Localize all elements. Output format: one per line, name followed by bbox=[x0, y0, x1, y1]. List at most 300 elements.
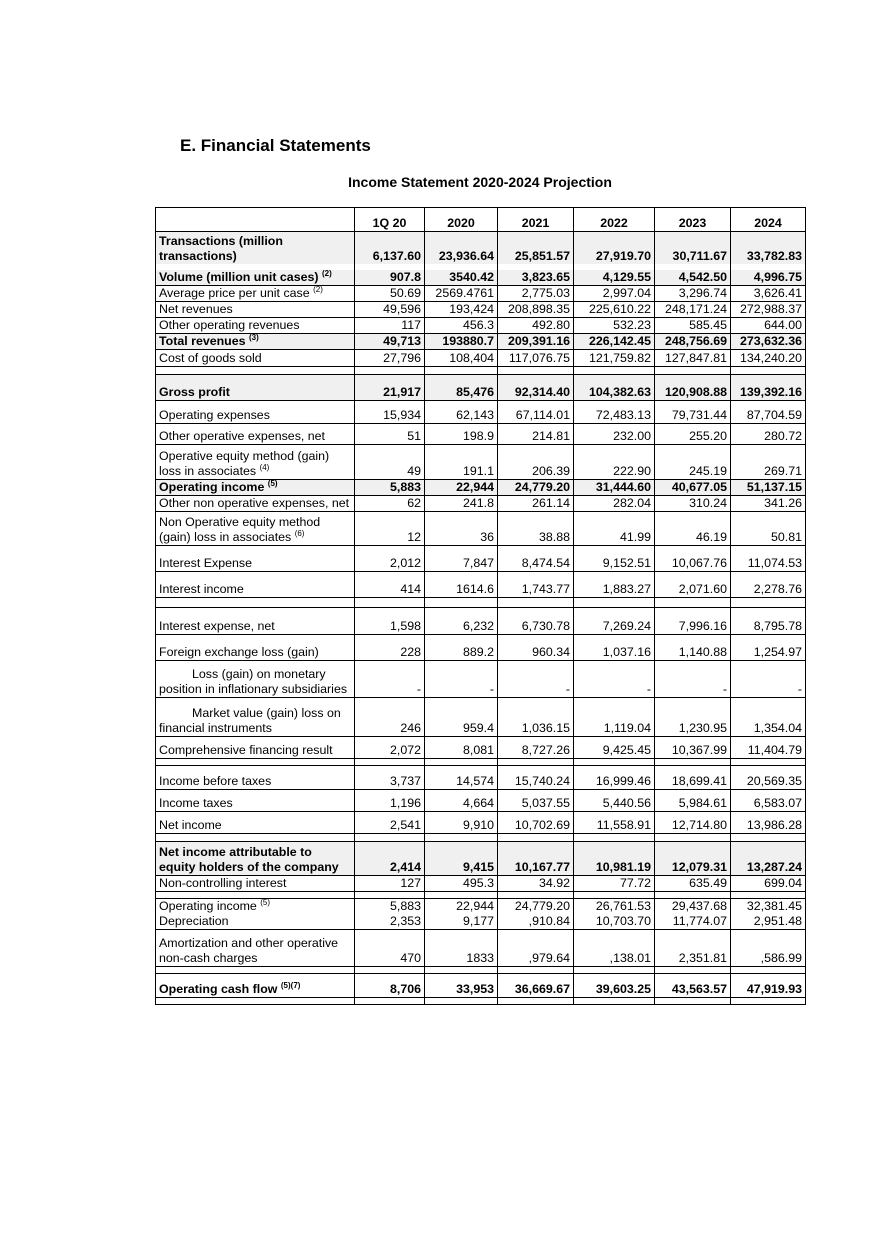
spacer-cell bbox=[156, 891, 355, 898]
value-cell: 46.19 bbox=[655, 511, 731, 545]
value-cell: 15,934 bbox=[355, 400, 425, 423]
value-cell: 85,476 bbox=[425, 374, 498, 400]
value-cell: 7,996.16 bbox=[655, 607, 731, 634]
value-cell: 255.20 bbox=[655, 423, 731, 444]
spacer-cell bbox=[731, 998, 806, 1005]
value-cell: 25,851.57 bbox=[498, 232, 574, 264]
row-other-non-op bbox=[156, 495, 806, 511]
value-cell: 4,996.75 bbox=[731, 270, 806, 286]
value-cell: 33,782.83 bbox=[731, 232, 806, 264]
value-cell: - bbox=[498, 660, 574, 697]
row-label bbox=[156, 875, 355, 891]
value-cell: 310.24 bbox=[655, 495, 731, 511]
row-label bbox=[156, 400, 355, 423]
value-cell: 193,424 bbox=[425, 301, 498, 317]
row-label-text: Transactions (million transactions) bbox=[159, 233, 283, 263]
value-cell: 5,883 bbox=[355, 479, 425, 495]
value-cell: 11,074.53 bbox=[731, 545, 806, 571]
footnote-ref: (5)(7) bbox=[280, 980, 301, 990]
row-label bbox=[156, 301, 355, 317]
value-cell: 1,883.27 bbox=[574, 571, 655, 597]
row-income-taxes bbox=[156, 789, 806, 811]
row-label-line: Market value (gain) loss on bbox=[192, 705, 341, 720]
value-cell: 585.45 bbox=[655, 317, 731, 333]
row-label-text: Interest income bbox=[159, 581, 244, 596]
value-cell: 222.90 bbox=[574, 444, 655, 479]
footnote-ref: (5) bbox=[260, 898, 271, 907]
value-cell: 341.26 bbox=[731, 495, 806, 511]
value-cell: 11,558.91 bbox=[574, 811, 655, 833]
value-cell: 5,883 bbox=[355, 898, 425, 914]
row-label-text: Other operative expenses, net bbox=[159, 428, 325, 443]
value-cell: 33,953 bbox=[425, 974, 498, 998]
spacer-cell bbox=[574, 833, 655, 841]
value-cell: 225,610.22 bbox=[574, 301, 655, 317]
value-cell: 2,353 bbox=[355, 914, 425, 930]
footnote-ref: (5) bbox=[267, 479, 278, 488]
value-cell: 23,936.64 bbox=[425, 232, 498, 264]
value-cell: 9,177 bbox=[425, 914, 498, 930]
spacer-cell bbox=[655, 833, 731, 841]
value-cell: 49 bbox=[355, 444, 425, 479]
row-label bbox=[156, 898, 355, 914]
income-statement-table bbox=[155, 207, 806, 1005]
value-cell: 8,081 bbox=[425, 736, 498, 758]
value-cell: 8,727.26 bbox=[498, 736, 574, 758]
value-cell: 43,563.57 bbox=[655, 974, 731, 998]
value-cell: 248,756.69 bbox=[655, 333, 731, 349]
value-cell: 2,072 bbox=[355, 736, 425, 758]
spacer-row bbox=[156, 758, 806, 765]
value-cell: 232.00 bbox=[574, 423, 655, 444]
row-label bbox=[156, 270, 355, 286]
row-label bbox=[156, 660, 355, 697]
spacer-row bbox=[156, 967, 806, 974]
spacer-cell bbox=[498, 833, 574, 841]
value-cell: 117,076.75 bbox=[498, 349, 574, 366]
spacer-row bbox=[156, 998, 806, 1005]
value-cell: 92,314.40 bbox=[498, 374, 574, 400]
value-cell: 12,079.31 bbox=[655, 841, 731, 875]
spacer-cell bbox=[156, 967, 355, 974]
footnote-ref: (3) bbox=[249, 333, 259, 342]
row-label-text: Other non operative expenses, net bbox=[159, 495, 350, 510]
row-other-operative bbox=[156, 423, 806, 444]
row-depreciation bbox=[156, 914, 806, 930]
value-cell: 40,677.05 bbox=[655, 479, 731, 495]
value-cell: 3540.42 bbox=[425, 270, 498, 286]
spacer-cell bbox=[731, 833, 806, 841]
value-cell: 50.69 bbox=[355, 285, 425, 301]
column-header: 2024 bbox=[731, 208, 806, 232]
row-other-op-rev bbox=[156, 317, 806, 333]
row-label bbox=[156, 479, 355, 495]
row-label-text: Operative equity method (gain) loss in associates bbox=[159, 448, 330, 478]
row-non-controlling bbox=[156, 875, 806, 891]
value-cell: 635.49 bbox=[655, 875, 731, 891]
spacer-cell bbox=[731, 891, 806, 898]
value-cell: 24,779.20 bbox=[498, 898, 574, 914]
value-cell: 38.88 bbox=[498, 511, 574, 545]
value-cell: 49,713 bbox=[355, 333, 425, 349]
row-label-text: Income before taxes bbox=[159, 773, 272, 788]
spacer-cell bbox=[574, 891, 655, 898]
value-cell: - bbox=[655, 660, 731, 697]
spacer-cell bbox=[655, 967, 731, 974]
value-cell: 31,444.60 bbox=[574, 479, 655, 495]
value-cell: 3,296.74 bbox=[655, 285, 731, 301]
row-net-income-attr bbox=[156, 841, 806, 875]
value-cell: 241.8 bbox=[425, 495, 498, 511]
value-cell: 6,232 bbox=[425, 607, 498, 634]
footnote-ref: (2) bbox=[313, 285, 323, 294]
value-cell: 3,626.41 bbox=[731, 285, 806, 301]
value-cell: 7,847 bbox=[425, 545, 498, 571]
value-cell: 9,425.45 bbox=[574, 736, 655, 758]
value-cell: 14,574 bbox=[425, 765, 498, 789]
value-cell: 10,703.70 bbox=[574, 914, 655, 930]
value-cell: 4,129.55 bbox=[574, 270, 655, 286]
value-cell: 8,795.78 bbox=[731, 607, 806, 634]
value-cell: 9,910 bbox=[425, 811, 498, 833]
header-blank bbox=[156, 208, 355, 232]
spacer-cell bbox=[425, 891, 498, 898]
value-cell: 18,699.41 bbox=[655, 765, 731, 789]
row-label-text: Operating cash flow bbox=[159, 982, 278, 996]
row-label-line: Loss (gain) on monetary bbox=[192, 666, 326, 681]
spacer-cell bbox=[498, 366, 574, 374]
value-cell: 1,037.16 bbox=[574, 634, 655, 660]
spacer-cell bbox=[425, 998, 498, 1005]
row-interest-net bbox=[156, 607, 806, 634]
row-label-text: Net income bbox=[159, 817, 222, 832]
spacer-cell bbox=[355, 833, 425, 841]
value-cell: 29,437.68 bbox=[655, 898, 731, 914]
row-op-cash-flow bbox=[156, 974, 806, 998]
value-cell: 2,414 bbox=[355, 841, 425, 875]
value-cell: - bbox=[574, 660, 655, 697]
row-label-text: Foreign exchange loss (gain) bbox=[159, 644, 319, 659]
value-cell: 245.19 bbox=[655, 444, 731, 479]
value-cell: 456.3 bbox=[425, 317, 498, 333]
value-cell: 10,367.99 bbox=[655, 736, 731, 758]
column-header: 2021 bbox=[498, 208, 574, 232]
value-cell: 1,196 bbox=[355, 789, 425, 811]
value-cell: 1,230.95 bbox=[655, 697, 731, 736]
row-label bbox=[156, 841, 355, 875]
footnote-ref: (2) bbox=[321, 269, 332, 278]
row-label-text: Operating income bbox=[159, 479, 265, 494]
spacer-cell bbox=[498, 998, 574, 1005]
row-label-text: Interest expense, net bbox=[159, 618, 275, 633]
value-cell: 208,898.35 bbox=[498, 301, 574, 317]
value-cell: 108,404 bbox=[425, 349, 498, 366]
row-label bbox=[156, 349, 355, 366]
value-cell: 9,152.51 bbox=[574, 545, 655, 571]
value-cell: 72,483.13 bbox=[574, 400, 655, 423]
value-cell: 47,919.93 bbox=[731, 974, 806, 998]
value-cell: 20,569.35 bbox=[731, 765, 806, 789]
row-label-text: Amortization and other operative non-cash charges bbox=[159, 936, 339, 965]
value-cell: 50.81 bbox=[731, 511, 806, 545]
value-cell: 16,999.46 bbox=[574, 765, 655, 789]
value-cell: 1,140.88 bbox=[655, 634, 731, 660]
spacer-cell bbox=[498, 967, 574, 974]
row-income-before-taxes bbox=[156, 765, 806, 789]
row-label-text: Non-controlling interest bbox=[159, 875, 287, 890]
value-cell: 62 bbox=[355, 495, 425, 511]
value-cell: 889.2 bbox=[425, 634, 498, 660]
spacer-row bbox=[156, 366, 806, 374]
spacer-cell bbox=[731, 758, 806, 765]
value-cell: 62,143 bbox=[425, 400, 498, 423]
row-op-equity bbox=[156, 444, 806, 479]
value-cell: 30,711.67 bbox=[655, 232, 731, 264]
value-cell: 21,917 bbox=[355, 374, 425, 400]
row-label bbox=[156, 789, 355, 811]
spacer-cell bbox=[156, 597, 355, 607]
value-cell: 246 bbox=[355, 697, 425, 736]
row-label-text: Total revenues bbox=[159, 333, 246, 348]
spacer-cell bbox=[355, 366, 425, 374]
row-fx-loss bbox=[156, 634, 806, 660]
row-monetary bbox=[156, 660, 806, 697]
spacer-cell bbox=[655, 597, 731, 607]
value-cell: 134,240.20 bbox=[731, 349, 806, 366]
spacer-cell bbox=[655, 758, 731, 765]
row-label bbox=[156, 285, 355, 301]
row-label bbox=[156, 765, 355, 789]
row-label-text: Other operating revenues bbox=[159, 317, 300, 332]
spacer-cell bbox=[355, 597, 425, 607]
value-cell: 12 bbox=[355, 511, 425, 545]
value-cell: 2,951.48 bbox=[731, 914, 806, 930]
value-cell: 11,774.07 bbox=[655, 914, 731, 930]
value-cell: 1,598 bbox=[355, 607, 425, 634]
value-cell: 12,714.80 bbox=[655, 811, 731, 833]
value-cell: 5,440.56 bbox=[574, 789, 655, 811]
value-cell: 36,669.67 bbox=[498, 974, 574, 998]
spacer-cell bbox=[655, 366, 731, 374]
value-cell: ,910.84 bbox=[498, 914, 574, 930]
value-cell: 10,981.19 bbox=[574, 841, 655, 875]
spacer-row bbox=[156, 597, 806, 607]
value-cell: ,138.01 bbox=[574, 930, 655, 967]
footnote-ref: (6) bbox=[294, 528, 305, 538]
header-row bbox=[156, 208, 806, 232]
value-cell: 3,823.65 bbox=[498, 270, 574, 286]
value-cell: ,586.99 bbox=[731, 930, 806, 967]
value-cell: 41.99 bbox=[574, 511, 655, 545]
value-cell: 2569.4761 bbox=[425, 285, 498, 301]
column-header: 2020 bbox=[425, 208, 498, 232]
value-cell: ,979.64 bbox=[498, 930, 574, 967]
value-cell: 206.39 bbox=[498, 444, 574, 479]
value-cell: 2,071.60 bbox=[655, 571, 731, 597]
row-cogs bbox=[156, 349, 806, 366]
value-cell: 34.92 bbox=[498, 875, 574, 891]
row-label bbox=[156, 511, 355, 545]
spacer-cell bbox=[731, 967, 806, 974]
row-label-text: Interest Expense bbox=[159, 555, 252, 570]
value-cell: 248,171.24 bbox=[655, 301, 731, 317]
column-header: 2023 bbox=[655, 208, 731, 232]
value-cell: 261.14 bbox=[498, 495, 574, 511]
value-cell: 139,392.16 bbox=[731, 374, 806, 400]
row-net-revenues bbox=[156, 301, 806, 317]
column-header: 2022 bbox=[574, 208, 655, 232]
row-op-expenses bbox=[156, 400, 806, 423]
row-label-text: Depreciation bbox=[159, 914, 229, 928]
value-cell: 2,351.81 bbox=[655, 930, 731, 967]
value-cell: 2,541 bbox=[355, 811, 425, 833]
spacer-cell bbox=[731, 366, 806, 374]
row-label bbox=[156, 333, 355, 349]
row-label bbox=[156, 811, 355, 833]
column-header: 1Q 20 bbox=[355, 208, 425, 232]
value-cell: 198.9 bbox=[425, 423, 498, 444]
value-cell: 532.23 bbox=[574, 317, 655, 333]
value-cell: 120,908.88 bbox=[655, 374, 731, 400]
row-label bbox=[156, 423, 355, 444]
value-cell: 36 bbox=[425, 511, 498, 545]
row-label bbox=[156, 444, 355, 479]
row-total-revenues bbox=[156, 333, 806, 349]
spacer-cell bbox=[655, 998, 731, 1005]
value-cell: 79,731.44 bbox=[655, 400, 731, 423]
value-cell: 7,269.24 bbox=[574, 607, 655, 634]
row-gross-profit bbox=[156, 374, 806, 400]
spacer-cell bbox=[425, 758, 498, 765]
value-cell: 9,415 bbox=[425, 841, 498, 875]
value-cell: 4,542.50 bbox=[655, 270, 731, 286]
value-cell: 959.4 bbox=[425, 697, 498, 736]
value-cell: 27,796 bbox=[355, 349, 425, 366]
value-cell: 10,067.76 bbox=[655, 545, 731, 571]
value-cell: 2,012 bbox=[355, 545, 425, 571]
row-label-text: Net income attributable to equity holders of the company bbox=[159, 844, 339, 874]
value-cell: 1,354.04 bbox=[731, 697, 806, 736]
spacer-cell bbox=[574, 597, 655, 607]
value-cell: 1,119.04 bbox=[574, 697, 655, 736]
row-label-text: Net revenues bbox=[159, 301, 233, 316]
spacer-cell bbox=[355, 967, 425, 974]
spacer-row bbox=[156, 891, 806, 898]
row-label-line: position in inflationary subsidiaries bbox=[159, 681, 348, 696]
value-cell: 104,382.63 bbox=[574, 374, 655, 400]
row-op-income-2 bbox=[156, 898, 806, 914]
value-cell: 1,743.77 bbox=[498, 571, 574, 597]
spacer-cell bbox=[355, 891, 425, 898]
section-heading: E. Financial Statements bbox=[180, 136, 371, 155]
spacer-cell bbox=[655, 891, 731, 898]
value-cell: 27,919.70 bbox=[574, 232, 655, 264]
value-cell: 13,287.24 bbox=[731, 841, 806, 875]
value-cell: - bbox=[425, 660, 498, 697]
value-cell: 699.04 bbox=[731, 875, 806, 891]
value-cell: 1833 bbox=[425, 930, 498, 967]
row-label-text: Operating income bbox=[159, 898, 257, 913]
spacer-cell bbox=[574, 967, 655, 974]
value-cell: 470 bbox=[355, 930, 425, 967]
value-cell: 117 bbox=[355, 317, 425, 333]
value-cell: 1,254.97 bbox=[731, 634, 806, 660]
value-cell: 492.80 bbox=[498, 317, 574, 333]
value-cell: 2,997.04 bbox=[574, 285, 655, 301]
value-cell: 191.1 bbox=[425, 444, 498, 479]
spacer-cell bbox=[355, 998, 425, 1005]
value-cell: 8,474.54 bbox=[498, 545, 574, 571]
row-label-text: Volume (million unit cases) bbox=[159, 269, 319, 284]
row-non-op-equity bbox=[156, 511, 806, 545]
row-op-income bbox=[156, 479, 806, 495]
value-cell: 39,603.25 bbox=[574, 974, 655, 998]
row-label bbox=[156, 697, 355, 736]
value-cell: 269.71 bbox=[731, 444, 806, 479]
row-label bbox=[156, 634, 355, 660]
value-cell: 127 bbox=[355, 875, 425, 891]
row-label bbox=[156, 232, 355, 264]
value-cell: 907.8 bbox=[355, 270, 425, 286]
value-cell: 26,761.53 bbox=[574, 898, 655, 914]
row-transactions bbox=[156, 232, 806, 264]
footnote-ref: (4) bbox=[259, 462, 270, 472]
row-label-text: Average price per unit case bbox=[159, 285, 310, 300]
row-interest-expense bbox=[156, 545, 806, 571]
row-label-text: Cost of goods sold bbox=[159, 350, 262, 365]
value-cell: - bbox=[355, 660, 425, 697]
value-cell: 1,036.15 bbox=[498, 697, 574, 736]
value-cell: 77.72 bbox=[574, 875, 655, 891]
spacer-cell bbox=[425, 967, 498, 974]
spacer-cell bbox=[574, 758, 655, 765]
value-cell: - bbox=[731, 660, 806, 697]
value-cell: 22,944 bbox=[425, 479, 498, 495]
value-cell: 6,730.78 bbox=[498, 607, 574, 634]
row-label bbox=[156, 374, 355, 400]
spacer-cell bbox=[498, 597, 574, 607]
value-cell: 495.3 bbox=[425, 875, 498, 891]
value-cell: 5,984.61 bbox=[655, 789, 731, 811]
value-cell: 226,142.45 bbox=[574, 333, 655, 349]
value-cell: 214.81 bbox=[498, 423, 574, 444]
value-cell: 32,381.45 bbox=[731, 898, 806, 914]
row-label bbox=[156, 571, 355, 597]
row-label-text: Gross profit bbox=[159, 384, 230, 399]
value-cell: 272,988.37 bbox=[731, 301, 806, 317]
value-cell: 24,779.20 bbox=[498, 479, 574, 495]
value-cell: 644.00 bbox=[731, 317, 806, 333]
row-interest-income bbox=[156, 571, 806, 597]
row-label bbox=[156, 317, 355, 333]
value-cell: 414 bbox=[355, 571, 425, 597]
table-title: Income Statement 2020-2024 Projection bbox=[348, 174, 612, 190]
value-cell: 127,847.81 bbox=[655, 349, 731, 366]
row-label-line: financial instruments bbox=[159, 720, 272, 735]
value-cell: 87,704.59 bbox=[731, 400, 806, 423]
spacer-cell bbox=[498, 891, 574, 898]
value-cell: 209,391.16 bbox=[498, 333, 574, 349]
value-cell: 2,278.76 bbox=[731, 571, 806, 597]
value-cell: 67,114.01 bbox=[498, 400, 574, 423]
row-label bbox=[156, 736, 355, 758]
value-cell: 228 bbox=[355, 634, 425, 660]
row-label-text: Comprehensive financing result bbox=[159, 742, 333, 757]
value-cell: 121,759.82 bbox=[574, 349, 655, 366]
spacer-cell bbox=[425, 366, 498, 374]
value-cell: 6,583.07 bbox=[731, 789, 806, 811]
value-cell: 6,137.60 bbox=[355, 232, 425, 264]
